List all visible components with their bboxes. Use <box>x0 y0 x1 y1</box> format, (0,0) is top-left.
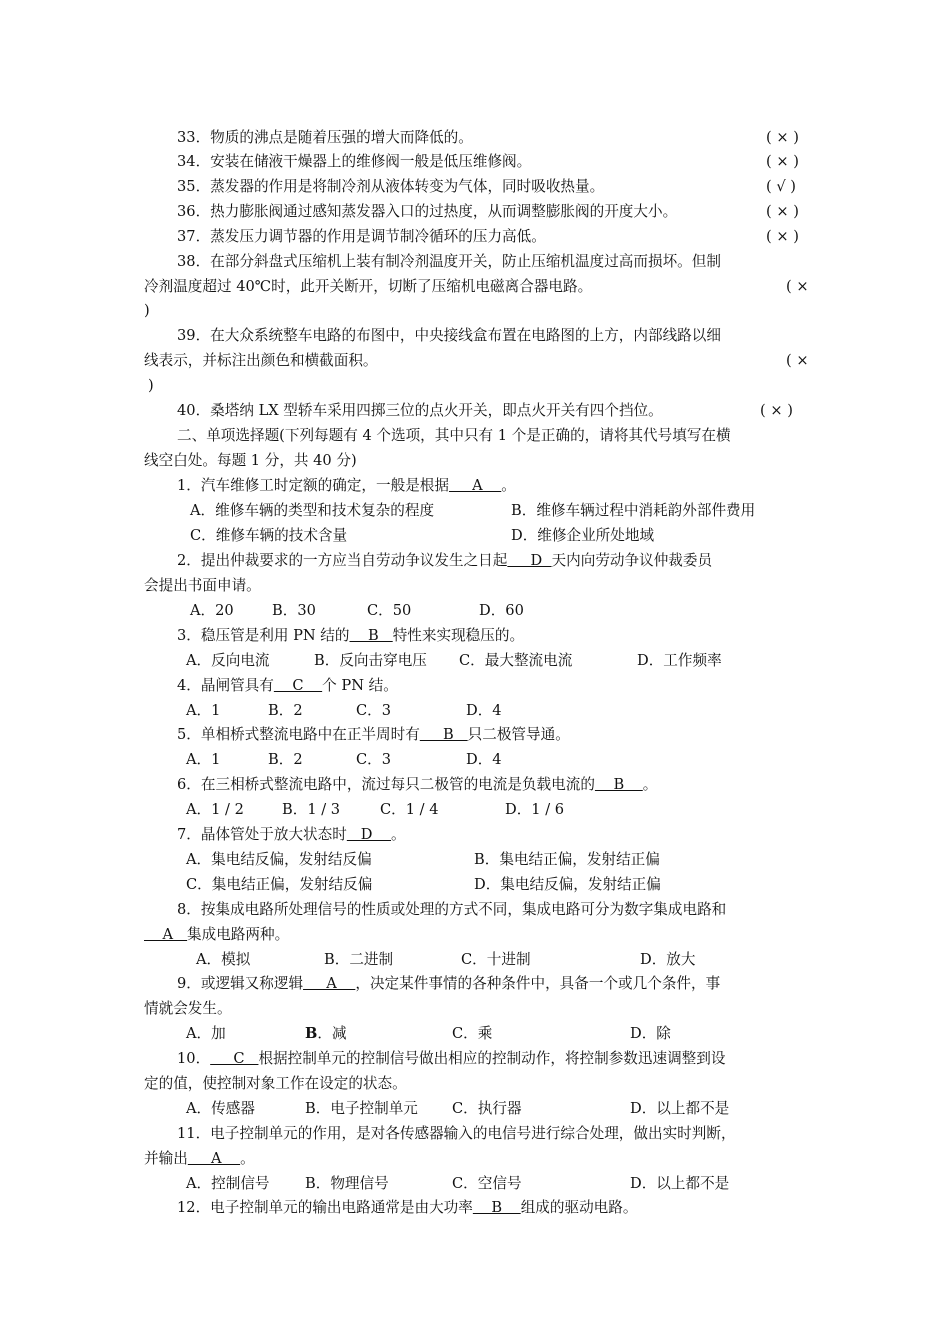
q2-option-b: B．30 <box>272 602 316 619</box>
q3-stem-end: 特性来实现稳压的。 <box>392 627 525 644</box>
judge-q34-mark: ( × ) <box>766 153 799 170</box>
q5-answer: B <box>419 726 468 743</box>
q7-option-d: D．集电结反偏，发射结正偏 <box>474 876 661 893</box>
q3-answer: B <box>349 627 393 644</box>
q10-stem-text: 根据控制单元的控制信号做出相应的控制动作，将控制参数迅速调整到设 <box>258 1050 726 1067</box>
judge-q38-line1: 38．在部分斜盘式压缩机上装有制冷剂温度开关，防止压缩机温度过高而损坏。但制 <box>177 253 721 270</box>
q11-option-a: A．控制信号 <box>186 1175 270 1192</box>
q7-answer: D <box>346 826 392 843</box>
q1-option-a: A．维修车辆的类型和技术复杂的程度 <box>190 502 435 519</box>
q4-option-b: B．2 <box>268 702 303 719</box>
q4-answer: C <box>273 677 323 694</box>
q4-option-d: D．4 <box>466 702 502 719</box>
q7-option-b: B．集电结正偏，发射结正偏 <box>474 851 660 868</box>
q12-stem <box>177 1198 637 1218</box>
q10-option-c: C．执行器 <box>452 1100 522 1117</box>
q7-stem <box>177 825 406 845</box>
q7-option-a: A．集电结反偏，发射结反偏 <box>186 851 372 868</box>
q8-option-c: C．十进制 <box>461 951 531 968</box>
q1-stem-text: 1．汽车维修工时定额的确定，一般是根据 <box>177 477 449 494</box>
q1-stem <box>177 476 516 496</box>
q1-stem-end: 。 <box>501 477 516 494</box>
q8-option-d: D．放大 <box>640 951 696 968</box>
judge-q39-line2: 线表示，并标注出颜色和横截面积。 <box>144 352 378 369</box>
q8-stem-line1: 8．按集成电路所处理信号的性质或处理的方式不同，集成电路可分为数字集成电路和 <box>177 901 727 918</box>
q9-option-b <box>305 1024 347 1044</box>
q11-stem-line1: 11．电子控制单元的作用，是对各传感器输入的电信号进行综合处理，做出实时判断， <box>177 1125 736 1142</box>
q5-stem-text: 5．单相桥式整流电路中在正半周时有 <box>177 726 420 743</box>
q6-stem <box>177 775 657 795</box>
q2-option-a: A．20 <box>190 602 234 619</box>
q6-option-d: D．1 / 6 <box>505 801 565 818</box>
q3-stem-text: 3．稳压管是利用 PN 结的 <box>177 627 350 644</box>
q2-stem <box>177 551 712 571</box>
q6-stem-end: 。 <box>642 776 658 793</box>
q8-option-a: A．模拟 <box>196 951 251 968</box>
q4-stem-end: 个 PN 结。 <box>322 677 398 694</box>
q3-option-a: A．反向电流 <box>186 652 270 669</box>
q1-option-d: D．维修企业所处地域 <box>511 527 655 544</box>
q3-stem <box>177 626 524 646</box>
q2-stem-end: 天内向劳动争议仲裁委员 <box>551 552 713 569</box>
judge-q40: 40．桑塔纳 LX 型轿车采用四掷三位的点火开关，即点火开关有四个挡位。 <box>177 402 663 419</box>
judge-q34: 34．安装在储液干燥器上的维修阀一般是低压维修阀。 <box>177 153 532 170</box>
judge-q37: 37．蒸发压力调节器的作用是调节制冷循环的压力高低。 <box>177 228 546 245</box>
q5-option-a: A．1 <box>186 751 221 768</box>
q6-stem-text: 6．在三相桥式整流电路中，流过每只二极管的电流是负载电流的 <box>177 776 595 793</box>
q1-answer: A <box>448 477 502 494</box>
q9-stem-text: 9．或逻辑又称逻辑 <box>177 975 304 992</box>
q12-stem-end: 组成的驱动电路。 <box>520 1199 638 1216</box>
q6-option-a: A．1 / 2 <box>186 801 244 818</box>
q9-stem-end: ，决定某件事情的各种条件中，具备一个或几个条件，事 <box>355 975 721 992</box>
q2-stem-text: 2．提出仲裁要求的一方应当自劳动争议发生之日起 <box>177 552 508 569</box>
judge-q33: 33．物质的沸点是随着压强的增大而降低的。 <box>177 129 473 146</box>
q12-answer: B <box>472 1199 521 1216</box>
q2-stem-cont: 会提出书面申请。 <box>144 577 261 594</box>
q8-stem-end: 集成电路两种。 <box>187 926 290 943</box>
judge-q38-mark-close: ) <box>144 302 150 319</box>
q11-option-b: B．物理信号 <box>305 1175 389 1192</box>
q6-option-c: C．1 / 4 <box>380 801 439 818</box>
q12-stem-text: 12．电子控制单元的输出电路通常是由大功率 <box>177 1199 473 1216</box>
q3-option-d: D．工作频率 <box>637 652 722 669</box>
q6-option-b: B．1 / 3 <box>282 801 341 818</box>
q2-option-d: D．60 <box>479 602 524 619</box>
section2-heading-line1: 二、单项选择题(下列每题有 4 个选项，其中只有 1 个是正确的，请将其代号填写在横 <box>177 427 731 444</box>
q5-option-b: B．2 <box>268 751 303 768</box>
q10-answer: C <box>210 1050 259 1067</box>
q5-option-c: C．3 <box>356 751 392 768</box>
q10-option-d: D．以上都不是 <box>630 1100 730 1117</box>
q10-stem <box>177 1049 725 1069</box>
q4-stem-text: 4．晶闸管具有 <box>177 677 274 694</box>
q6-answer: B <box>594 776 643 793</box>
judge-q39-mark-close: ) <box>148 377 154 394</box>
q10-option-a: A．传感器 <box>186 1100 255 1117</box>
q9-stem <box>177 974 720 994</box>
judge-q35-mark: ( √ ) <box>766 178 796 195</box>
q8-stem-line2 <box>144 925 289 945</box>
q11-option-d: D．以上都不是 <box>630 1175 730 1192</box>
q11-option-c: C．空信号 <box>452 1175 522 1192</box>
q9-stem-cont: 情就会发生。 <box>144 1000 232 1017</box>
q8-option-b: B．二进制 <box>324 951 394 968</box>
q7-stem-end: 。 <box>391 826 406 843</box>
q11-stem-end: 。 <box>240 1150 255 1167</box>
q4-stem <box>177 676 398 696</box>
q5-option-d: D．4 <box>466 751 502 768</box>
q1-option-b: B．维修车辆过程中消耗韵外部件费用 <box>511 502 756 519</box>
q7-option-c: C．集电结正偏，发射结反偏 <box>186 876 373 893</box>
q9-option-c: C．乘 <box>452 1025 493 1042</box>
q2-answer: D <box>507 552 552 569</box>
q1-option-c: C．维修车辆的技术含量 <box>190 527 348 544</box>
q9-option-a: A．加 <box>186 1025 226 1042</box>
q4-option-c: C．3 <box>356 702 392 719</box>
judge-q36: 36．热力膨胀阀通过感知蒸发器入口的过热度，从而调整膨胀阀的开度大小。 <box>177 203 678 220</box>
q5-stem <box>177 725 570 745</box>
q9-answer: A <box>303 975 356 992</box>
judge-q39-line1: 39．在大众系统整车电路的布图中，中央接线盒布置在电路图的上方，内部线路以细 <box>177 327 721 344</box>
judge-q39-mark-open: ( × <box>786 352 809 369</box>
judge-q38-line2: 冷剂温度超过 40℃时，此开关断开，切断了压缩机电磁离合器电路。 <box>144 278 593 295</box>
q8-answer: A <box>144 926 188 943</box>
q11-answer: A <box>187 1150 241 1167</box>
q11-stem-line2 <box>144 1149 255 1169</box>
q3-option-b: B．反向击穿电压 <box>314 652 427 669</box>
q5-stem-end: 只二极管导通。 <box>467 726 570 743</box>
q11-stem-text: 并输出 <box>144 1150 188 1167</box>
q9-option-b-letter: B <box>305 1025 318 1042</box>
q3-option-c: C．最大整流电流 <box>459 652 573 669</box>
q9-option-b-text: ．减 <box>317 1025 347 1042</box>
q7-stem-text: 7．晶体管处于放大状态时 <box>177 826 347 843</box>
q2-option-c: C．50 <box>367 602 412 619</box>
judge-q36-mark: ( × ) <box>766 203 799 220</box>
judge-q38-mark-open: ( × <box>786 278 809 295</box>
judge-q40-mark: ( × ) <box>760 402 793 419</box>
q4-option-a: A．1 <box>186 702 221 719</box>
q10-stem-num: 10． <box>177 1050 211 1067</box>
q10-option-b: B．电子控制单元 <box>305 1100 418 1117</box>
judge-q33-mark: ( × ) <box>766 129 799 146</box>
q10-stem-cont: 定的值，使控制对象工作在设定的状态。 <box>144 1075 407 1092</box>
judge-q35: 35．蒸发器的作用是将制冷剂从液体转变为气体，同时吸收热量。 <box>177 178 605 195</box>
section2-heading-line2: 线空白处。每题 1 分，共 40 分) <box>144 452 357 469</box>
q9-option-d: D．除 <box>630 1025 671 1042</box>
judge-q37-mark: ( × ) <box>766 228 799 245</box>
